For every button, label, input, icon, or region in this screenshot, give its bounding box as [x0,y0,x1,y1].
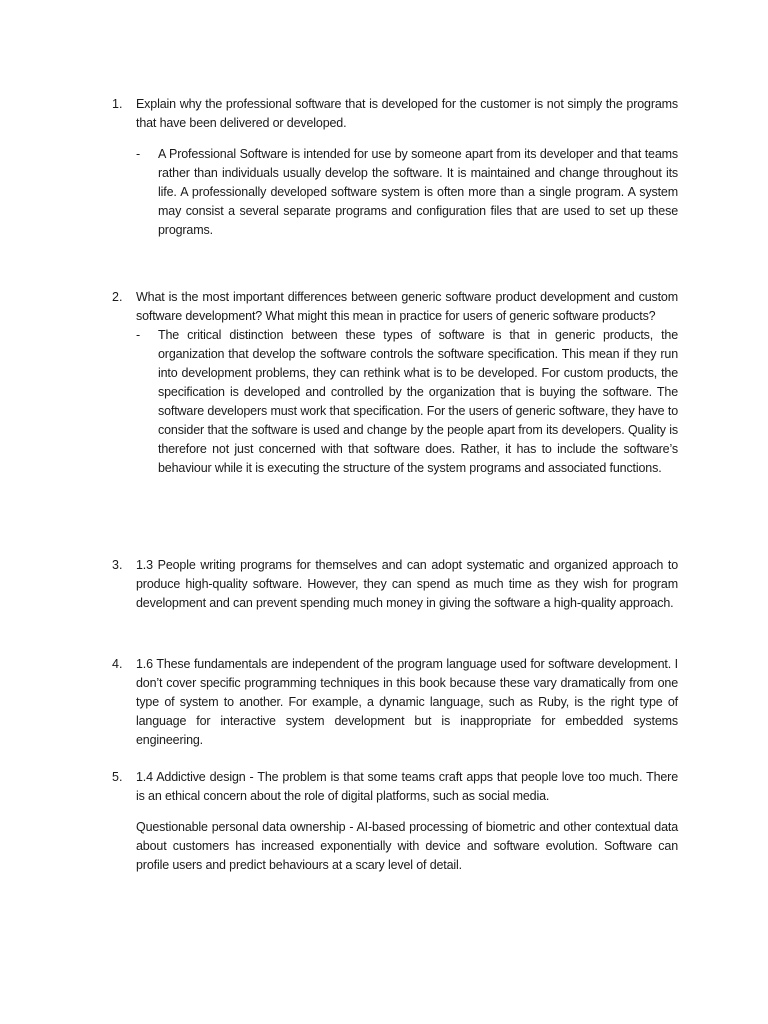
list-item-5 [112,768,678,875]
list-item-3 [112,556,678,613]
answer-text: A Professional Software is intended for use by someone apart from its developer and that teams rather than individuals usually develop the software. It is maintained and change throughout its life. A professionally developed software system is often more than a single program. A system may consist a several separate programs and configuration files that are used to set up these programs. [158,147,678,237]
answer-block [136,145,678,240]
item-number: 4. [112,657,123,671]
list-item-1 [112,95,678,240]
answer-text: The critical distinction between these types of software is that in generic products, the organization that develop the software controls the software specification. This mean if they run into development problems, they can rethink what is to be developed. For custom products, the specification is developed and controlled by the organization that is buying the software. The software developers must work that specification. For the users of generic software, they have to consider that the software is used and change by the people apart from its developers. Quality is therefore not just concerned with that software does. Rather, it has to include the software’s behaviour while it is executing the structure of the system programs and associated functions. [158,328,678,475]
list-item-4 [112,655,678,750]
item-paragraph: Questionable personal data ownership - AI-based processing of biometric and other contextual data about customers has increased exponentially with device and software evolution. Software can profile users and predict behaviours at a scary level of detail. [136,820,678,872]
dash-bullet: - [136,147,141,161]
answer-block [136,326,678,478]
item-number: 2. [112,290,123,304]
item-number: 3. [112,558,123,572]
item-number: 1. [112,97,123,111]
item-text: 1.3 People writing programs for themselves and can adopt systematic and organized approach to produce high-quality software. However, they can spend as much time as they wish for program development and can prevent spending much money in giving the software a high-quality approach. [136,558,678,610]
question-text: Explain why the professional software that is developed for the customer is not simply the programs that have been delivered or developed. [136,97,678,130]
item-number: 5. [112,770,123,784]
item-text: 1.4 Addictive design - The problem is that some teams craft apps that people love too much. There is an ethical concern about the role of digital platforms, such as social media. [136,770,678,803]
list-item-2 [112,288,678,478]
item-text: 1.6 These fundamentals are independent of the program language used for software development. I don’t cover specific programming techniques in this book because these vary dramatically from one type of system to another. For example, a dynamic language, such as Ruby, is the right type of language for interactive system development but is inappropriate for embedded systems engineering. [136,657,678,747]
question-text: What is the most important differences between generic software product development and custom software development? What might this mean in practice for users of generic software products? [136,290,678,323]
dash-bullet: - [136,328,141,342]
